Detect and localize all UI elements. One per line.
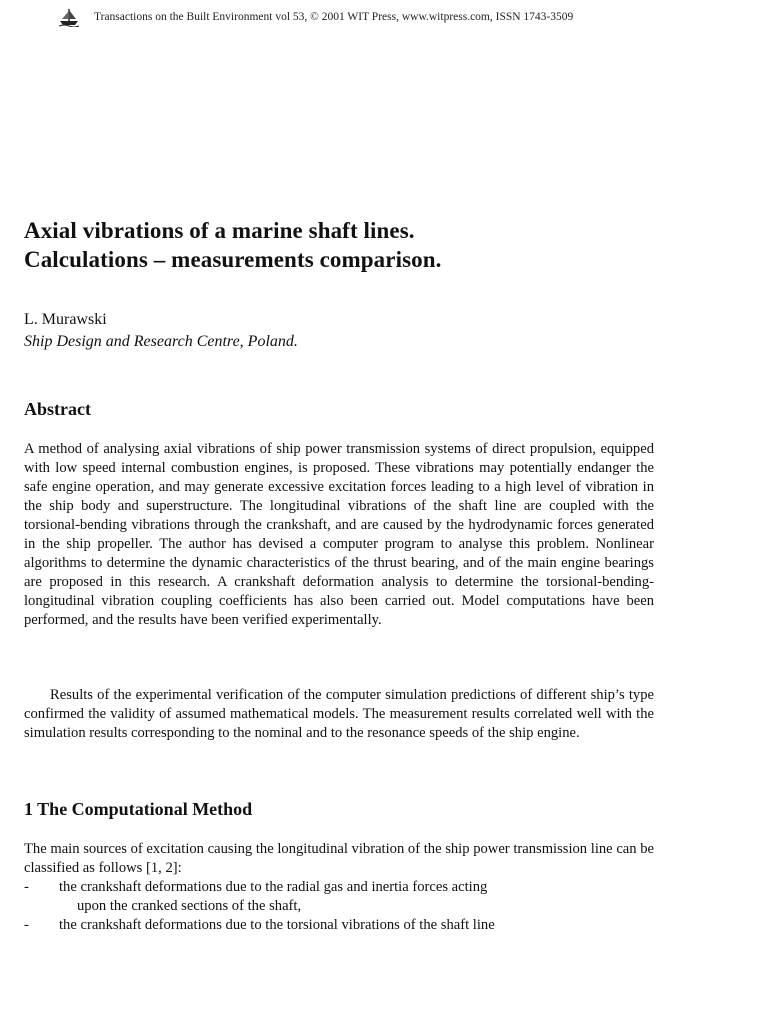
paper-title [24, 216, 744, 274]
list-item-line-2: upon the cranked sections of the shaft, [77, 898, 302, 914]
list-item-text [59, 878, 654, 916]
list-dash: - [24, 917, 29, 933]
abstract-paragraph-1: A method of analysing axial vibrations of ship power transmission systems of direct propulsion, equipped with low speed internal combustion engines, is proposed. These vibrations may potentially endanger the safe engine operation, and may generate excessive excitation forces leading to a high level of vibration in the ship body and superstructure. The longitudinal vibrations of the shaft line are coupled with the torsional-bending vibrations through the crankshaft, and are caused by the hydrodynamic forces generated in the ship propeller. The author has devised a computer program to analyse this problem. Nonlinear algorithms to determine the dynamic characteristics of the thrust bearing, and of the main engine bearings are proposed in this research. A crankshaft deformation analysis to determine the torsional-bending-longitudinal vibration coupling coefficients has also been carried out. Model computations have been performed, and the results have been verified experimentally. [24, 441, 654, 628]
list-item [24, 878, 654, 916]
section-1-heading: 1 The Computational Method [24, 799, 253, 819]
list-item-line-1: the crankshaft deformations due to the torsional vibrations of the shaft line [59, 917, 495, 933]
excitation-source-list [24, 878, 654, 935]
abstract-heading: Abstract [24, 399, 91, 419]
list-item [24, 916, 654, 935]
author-affiliation: Ship Design and Research Centre, Poland. [24, 333, 298, 350]
abstract-paragraph-2: Results of the experimental verification of the computer simulation predictions of different ship’s type confirmed the validity of assumed mathematical models. The measurement results correlated well with the simulation results corresponding to the nominal and to the resonance speeds of the ship engine. [24, 687, 654, 741]
list-dash: - [24, 879, 29, 895]
paper-title-line-1: Axial vibrations of a marine shaft lines. [24, 218, 415, 243]
header-citation: Transactions on the Built Environment vol 53, © 2001 WIT Press, www.witpress.com, ISSN 1743-3509 [94, 11, 574, 23]
list-item-text [59, 916, 654, 935]
paper-title-line-2: Calculations – measurements comparison. [24, 247, 442, 272]
ship-logo-icon [58, 7, 80, 27]
list-item-line-1: the crankshaft deformations due to the radial gas and inertia forces acting [59, 879, 488, 895]
running-header [58, 6, 738, 28]
author-name: L. Murawski [24, 311, 107, 328]
section-1-intro: The main sources of excitation causing the longitudinal vibration of the ship power transmission line can be classified as follows [1, 2]: [24, 841, 654, 876]
